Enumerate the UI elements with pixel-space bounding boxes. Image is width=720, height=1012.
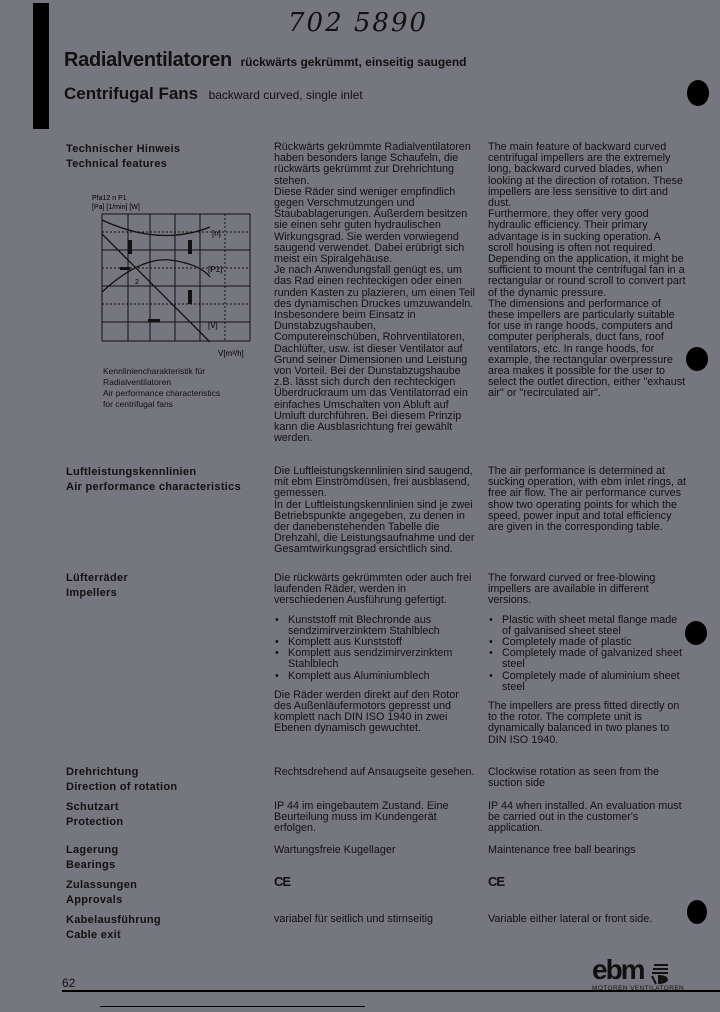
label-en: Bearings <box>66 859 116 871</box>
subtitle-en: backward curved, single inlet <box>208 88 363 102</box>
cable-text-en: Variable either lateral or front side. <box>488 913 653 925</box>
list-item: • Completely made of galvanized sheet steel <box>502 648 688 670</box>
label-de: Lüfterräder <box>66 572 128 584</box>
caption-line: Air performance characteristics <box>103 388 221 398</box>
section-label-air-performance <box>66 465 241 495</box>
label-de: Zulassungen <box>66 879 138 891</box>
list-item: • Plastic with sheet metal flange made of galvanised sheet steel <box>502 615 688 637</box>
svg-text:[P1]: [P1] <box>208 265 223 274</box>
ebm-logo <box>592 956 684 992</box>
technical-text-de <box>274 142 479 444</box>
impellers-text-de <box>274 573 479 743</box>
ce-mark-icon: CE <box>274 874 291 889</box>
label-en: Impellers <box>66 587 118 599</box>
list-item: • Komplett aus Aluminiumblech <box>288 671 479 682</box>
paragraph: In der Luftleistungskennlinien sind je zwei Betriebspunkte angegeben, zu denen in der danebenstehenden Tabelle die Drehzahl, die Leistungsaufnahme und der Gesamtwirkungsgrad ersichtlich sind. <box>274 498 475 556</box>
chart-graphic <box>92 192 280 362</box>
subtitle-de: rückwärts gekrümmt, einseitig saugend <box>240 55 467 69</box>
section-label-approvals <box>66 878 137 908</box>
page-number: 62 <box>62 976 76 990</box>
paragraph: The dimensions and performance of these impellers are particularly suitable for use in range hoods, computers and computer peripherals, duct fans, roof ventilators, etc. In range hoods, for example, the rectangular overpressure area makes it possible for the user to select the outlet direction, either "exhaust air" or "recirculated air". <box>488 297 686 400</box>
title-en: Centrifugal Fans <box>64 84 199 103</box>
label-de: Schutzart <box>66 801 119 813</box>
caption-line: Radialventilatoren <box>103 377 172 387</box>
section-label-impellers <box>66 571 128 601</box>
chart-y-units: [Pa] [1/min] [W] <box>92 204 140 211</box>
paragraph: The impellers are press fitted directly on to the rotor. The complete unit is dynamically balanced in two planes to DIN ISO 1940. <box>488 700 680 746</box>
footer-rule-lower <box>100 1006 365 1007</box>
label-en: Direction of rotation <box>66 781 178 793</box>
logo-tagline: MOTOREN VENTILATOREN <box>592 985 685 992</box>
left-margin-bar <box>33 3 49 129</box>
paragraph: Furthermore, they offer very good hydraulic efficiency. Their primary advantage is in sucking operation. A scroll housing is often not required. <box>488 208 661 254</box>
page-title-de <box>64 49 467 72</box>
label-de: Technischer Hinweis <box>66 143 181 155</box>
paragraph: Die rückwärts gekrümmten oder auch frei laufenden Räder, werden in verschiedenen Ausführung gefertigt. <box>274 572 472 607</box>
binder-hole-4 <box>687 900 707 924</box>
label-en: Air performance characteristics <box>66 481 241 493</box>
performance-chart <box>92 192 280 362</box>
paragraph: Diese Räder sind weniger empfindlich gegen Verschmutzungen und Staubablagerungen. Außerdem besitzen sie einen sehr guten hydraulischen Wirkungsgrad. Sie werden vorwiegend saugend verwendet. Dabei erübrigt sich meist ein Spiralgehäuse. <box>274 185 468 266</box>
logo-text: ebm <box>592 954 644 985</box>
bearings-text-en: Maintenance free ball bearings <box>488 844 636 856</box>
list-item: • Completely made of aluminium sheet steel <box>502 671 688 693</box>
list-item: • Completely made of plastic <box>502 637 688 648</box>
rotation-text-de: Rechtsdrehend auf Ansaugseite gesehen. <box>274 766 475 778</box>
list-item: • Komplett aus Kunststoff <box>288 637 479 648</box>
ce-mark-icon: CE <box>488 874 505 889</box>
paragraph: Die Räder werden direkt auf den Rotor des Außenläufermotors gepresst und komplett nach DIN ISO 1940 in zwei Ebenen dynamisch gewuchtet. <box>274 688 459 735</box>
paragraph: Die Luftleistungskennlinien sind saugend, mit ebm Einströmdüsen, frei ausblasend, gemessen. <box>274 465 473 500</box>
binder-hole-3 <box>685 621 707 645</box>
section-label-technical <box>66 142 180 172</box>
protection-text-de: IP 44 im eingebautem Zustand. Eine Beurteilung muss im Kundengerät erfolgen. <box>274 800 449 835</box>
caption-line: Kennliniencharakteristik für <box>103 366 206 376</box>
section-label-rotation <box>66 765 177 795</box>
rotation-text-en: Clockwise rotation as seen from the suction side <box>488 766 660 790</box>
caption-line: for centrifugal fans <box>103 399 173 409</box>
page-title-en <box>64 84 363 104</box>
list-item: • Kunststoff mit Blechronde aus sendzimirverzinktem Stahlblech <box>288 615 479 637</box>
air-performance-text-de <box>274 466 479 556</box>
paragraph: Rückwärts gekrümmte Radialventilatoren haben besonders lange Schaufeln, die rückwärts gekrümmt zur Drehrichtung stehen. <box>274 141 471 187</box>
chart-y-labels: Pfa12 n P1 <box>92 195 127 202</box>
air-performance-text-en <box>488 466 688 533</box>
fan-logo-icon <box>648 962 670 984</box>
impeller-list-en <box>488 615 688 693</box>
protection-text-en: IP 44 when installed. An evaluation must be carried out in the customer's application. <box>488 800 682 835</box>
list-item: • Komplett aus sendzimirverzinktem Stahlblech <box>288 648 479 670</box>
binder-hole-2 <box>686 347 708 371</box>
paragraph: Je nach Anwendungsfall genügt es, um das Rad einen rechteckigen oder einen runden Kasten zu plazieren, um einen Teil des dynamischen Druckes umzuwandeln. Insbesondere beim Einsatz in Dunstabzugshauben, Computereinschüben, Rohrventilatoren, Dachlüfter, usw. ist dieser Ventilator auf Grund seiner Dimensionen und Leistung von Vorteil. Bei der Dunstabzugshaube z.B. lässt sich durch den rechteckigen Überdruckraum um das Ventilatorrad ein einfaches Umschalten von Abluft auf Umluft durchführen. Bei diesem Prinzip kann die Ausblasrichtung frei gewählt werden. <box>274 264 475 445</box>
label-de: Drehrichtung <box>66 766 139 778</box>
label-en: Technical features <box>66 158 168 170</box>
impellers-text-en <box>488 573 688 754</box>
label-en: Approvals <box>66 894 123 906</box>
impeller-list-de <box>274 615 479 682</box>
cable-text-de: variabel für seitlich und stirnseitig <box>274 913 434 925</box>
svg-text:[V]: [V] <box>208 321 218 330</box>
svg-text:2: 2 <box>135 279 139 286</box>
bearings-text-de: Wartungsfreie Kugellager <box>274 844 396 856</box>
paragraph: The main feature of backward curved centrifugal impellers are the extremely long, backward curved blades, when looking at the direction of rotation. These impellers are less sensitive to dirt and dust. <box>488 141 683 210</box>
label-en: Protection <box>66 816 124 828</box>
section-label-bearings <box>66 843 119 873</box>
title-de: Radialventilatoren <box>64 49 232 71</box>
label-de: Luftleistungskennlinien <box>66 466 197 478</box>
label-en: Cable exit <box>66 929 121 941</box>
section-label-protection <box>66 800 123 830</box>
technical-text-en <box>488 142 688 400</box>
section-label-cable <box>66 913 161 943</box>
handwritten-number: 702 5890 <box>288 8 429 38</box>
label-de: Lagerung <box>66 844 119 856</box>
paragraph: The air performance is determined at sucking operation, with ebm inlet rings, at free air flow. The air performance curves show two operating points for which the speed, power input and total efficiency are given in the corresponding table. <box>488 465 687 534</box>
binder-hole-1 <box>687 80 709 106</box>
svg-text:V[m³/h]: V[m³/h] <box>218 349 244 358</box>
label-de: Kabelausführung <box>66 914 161 926</box>
paragraph: Depending on the application, it might be sufficient to mount the centrifugal fan in a rectangular or round scroll to convert part of the dynamic pressure. <box>488 253 686 299</box>
paragraph: The forward curved or free-blowing impellers are available in different versions. <box>488 572 656 607</box>
svg-text:[n]: [n] <box>212 229 221 238</box>
chart-caption <box>103 366 263 410</box>
